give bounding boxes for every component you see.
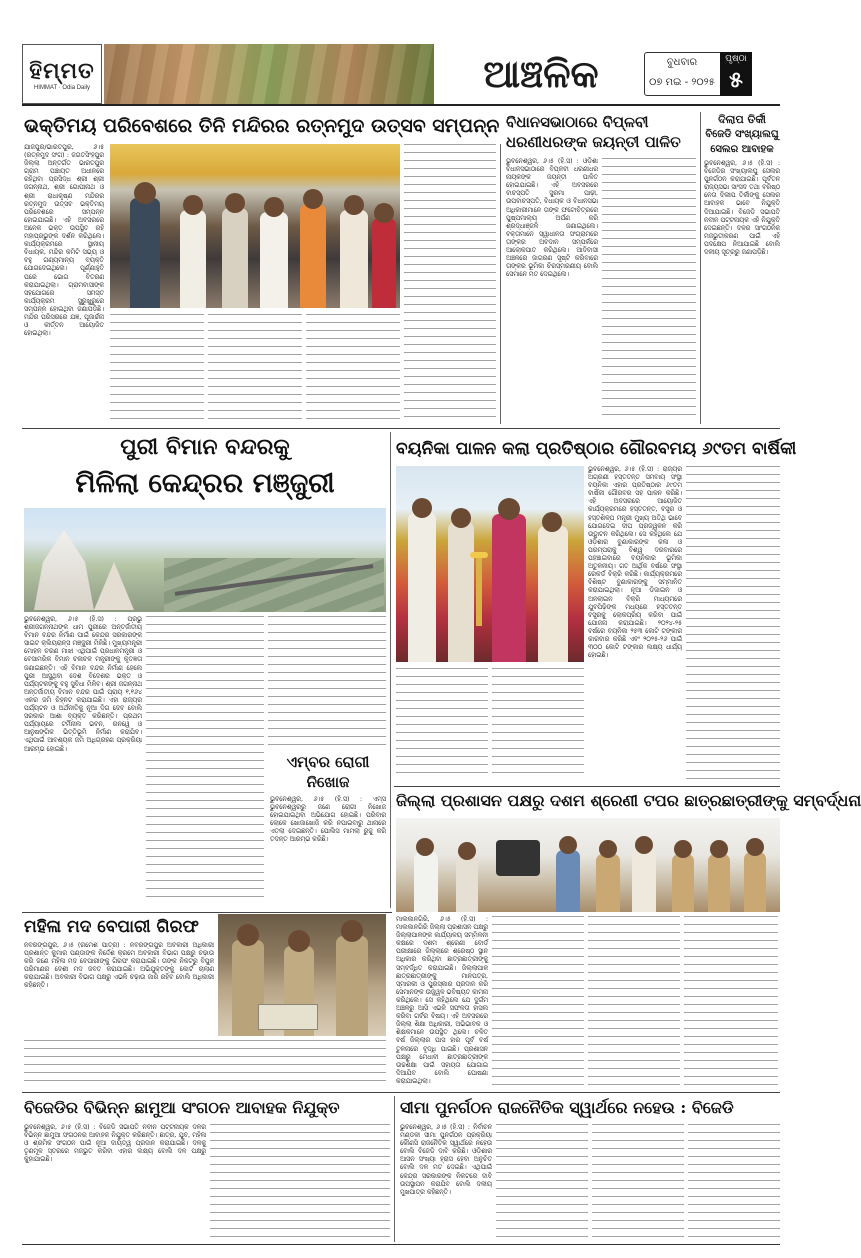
temple-event-photo xyxy=(110,144,400,308)
headline-liquor[interactable]: ମହିଳା ମଦ ବେପାରୀ ଗିରଫ xyxy=(24,917,199,937)
footer-rule xyxy=(22,1244,780,1245)
headline-bjd-line3[interactable]: ସେଲର ଆବାହକ xyxy=(710,144,774,155)
article-body-vayanika: ଭୁବନେଶ୍ୱର, ୬।୫ (ହି.ସ) : ରାଜ୍ୟର ଅଗ୍ରଣୀ ହସ୍ତତନ୍ତ ସମବାୟ ସଂସ୍ଥା ବୟନିକା ଏହାର ପ୍ରତିଷ୍ଠାର ୬୯ତମ ବାର୍ଷିକୀ ଗୌରବର ସହ ପାଳନ କରିଛି। ଏହି ଅବସରରେ ଆୟୋଜିତ କାର୍ଯ୍ୟକ୍ରମରେ ହସ୍ତତନ୍ତ, ବସ୍ତ୍ର ଓ ହସ୍ତଶିଳ୍ପ ମନ୍ତ୍ରୀ ମୁଖ୍ୟ ଅତିଥି ଭାବେ ଯୋଗଦେଇ ଦୀପ ପ୍ରଜ୍ୱଳନ କରି ଉଦ୍ଘାଟନ କରିଥିଲେ। ସେ କହିଥିଲେ ଯେ ଓଡ଼ିଶାର ବୁଣାକାରଙ୍କ କଳା ଓ ପରମ୍ପରାକୁ ବିଶ୍ୱ ଦରବାରରେ ପହଞ୍ଚାଇବାରେ ବୟନିକାର ଭୂମିକା ଅତୁଳନୀୟ। ଗତ ଆର୍ଥିକ ବର୍ଷରେ ସଂସ୍ଥା ରେକର୍ଡ ବିକ୍ରି କରିଛି। କାର୍ଯ୍ୟକ୍ରମରେ ବିଶିଷ୍ଟ ବୁଣାକାରଙ୍କୁ ସମ୍ମାନିତ କରାଯାଇଥିଲା। ନୂଆ ଡିଜାଇନ ଓ ଅନଲାଇନ ବିକ୍ରି ମାଧ୍ୟମରେ ଯୁବପିଢ଼ିଙ୍କ ମଧ୍ୟରେ ହସ୍ତତନ୍ତ ବସ୍ତ୍ରକୁ ଲୋକପ୍ରିୟ କରିବା ପାଇଁ ଯୋଜନା କରାଯାଇଛି। ୨୦୨୪-୨୫ ବର୍ଷରେ ବୟନିକା ୨୫୩ କୋଟି ଟଙ୍କାର କାରବାର କରିଛି ଏବଂ ୨୦୨୫-୨୬ ପାଇଁ ୩୦୦ କୋଟି ଟଙ୍କାର ଲକ୍ଷ୍ୟ ଧାର୍ଯ୍ୟ ହୋଇଛି। xyxy=(588,466,682,660)
headline-bjd-line1[interactable]: ଦିଲାପ ତିର୍କୀ xyxy=(718,113,766,126)
headline-assembly-line2[interactable]: ଧରଣୀଧରଙ୍କ ଜୟନ୍ତୀ ପାଳିତ xyxy=(506,133,681,151)
article-body-liquor: ନବରଙ୍ଗପୁର, ୬।୫ (ରମେଶ ପାତ୍ର) : ନବରଙ୍ଗପୁର ଅବକାରୀ ଅଧିକାରୀ ପ୍ରଶାନ୍ତ କୁମାର ପଣ୍ଡାଙ୍କ ନିର୍ଦ୍ଦେଶ କ୍ରମେ ଅବକାରୀ ବିଭାଗ ପକ୍ଷରୁ ଚଢ଼ାଉ କରି ଜଣେ ମହିଳା ମଦ ବେପାରୀଙ୍କୁ ଗିରଫ କରାଯାଇଛି। ତାଙ୍କ ନିକଟରୁ ବିପୁଳ ପରିମାଣର ଦେଶୀ ମଦ ଜବତ କରାଯାଇଛି। ଅଭିଯୁକ୍ତଙ୍କୁ କୋର୍ଟ ଚାଲାଣ କରାଯାଇଛି। ଅବକାରୀ ବିଭାଗ ପକ୍ଷରୁ ଏଭଳି ଚଢ଼ାଉ ଜାରି ରହିବ ବୋଲି ଅଧିକାରୀ କହିଛନ୍ତି। xyxy=(24,942,214,990)
text-lines-students-col2 xyxy=(492,916,584,1086)
article-body-ambar: ଭୁବନେଶ୍ୱର, ୬।୫ (ହି.ସ) : ଏମ୍ସ ଭୁବନେଶ୍ୱରରୁ ଜଣେ ରୋଗୀ ନିଖୋଜ ହୋଇଯାଇଥିବା ଅଭିଯୋଗ ହୋଇଛି। ପରିବାର ଲୋକେ ଖୋଜାଖୋଜି କରି ନପାଇବାରୁ ଥାନାରେ ଏତଲା ଦେଇଛନ୍ତି। ପୋଲିସ ମାମଲା ରୁଜୁ କରି ତଦନ୍ତ ଆରମ୍ଭ କରିଛି। xyxy=(270,796,386,844)
text-lines-liquor-bottom xyxy=(24,1040,386,1086)
article-body-temple: ଯାଜପୁର/ଭାରତପୁର, ୬।୫ (ରତ୍ନମୁଦ ସଂଗ) : ଜଗତସିଂହପୁର ଜିଲ୍ଲା ଅନ୍ତର୍ଗତ ଭାରତପୁର ଗ୍ରାମ ପଞ୍ଚାୟତ ଅଧୀନରେ ରହିଥିବା ପ୍ରସିଦ୍ଧ ଶ୍ରୀ ଶ୍ରୀ ଜଗନ୍ନାଥ, ଶ୍ରୀ ଗୋପୀନାଥ ଓ ଶ୍ରୀ ରାଧାକୃଷ୍ଣ ମନ୍ଦିରର ରତ୍ନମୁଦ ଉତ୍ସବ ଭକ୍ତିମୟ ପରିବେଶରେ ସମ୍ପନ୍ନ ହୋଇଯାଇଛି। ଏହି ଅବସରରେ ଅନେକ ଭକ୍ତ ଉପସ୍ଥିତ ରହି ମହାପ୍ରଭୁଙ୍କ ଦର୍ଶନ କରିଥିଲେ। କାର୍ଯ୍ୟକ୍ରମରେ ସ୍ଥାନୀୟ ବିଧାୟକ, ମନ୍ଦିର କମିଟି ସଭ୍ୟ ଓ ବହୁ ଗଣ୍ୟମାନ୍ୟ ବ୍ୟକ୍ତି ଯୋଗଦେଇଥିଲେ। ପୂର୍ଣ୍ଣାହୁତି ପରେ ଭୋଗ ବିତରଣ କରାଯାଇଥିଲା। ଗ୍ରାମବାସୀଙ୍କ ସହଯୋଗରେ ସମସ୍ତ କାର୍ଯ୍ୟକ୍ରମ ସୁରୁଖୁରୁରେ ସମ୍ପନ୍ନ ହୋଇଥିବା ଜଣାପଡ଼ିଛି। ମନ୍ଦିର ପରିସରରେ ଯଜ୍ଞ, ପୂଜାର୍ଚ୍ଚନା ଓ କୀର୍ତ୍ତନ ଆୟୋଜିତ ହୋଇଥିଲା। xyxy=(24,144,104,338)
text-lines-delimitation-col3 xyxy=(592,1124,684,1238)
lamp-lighting-photo xyxy=(396,466,584,662)
text-lines-vayanika-col1b xyxy=(396,668,488,780)
headline-ambar-line2[interactable]: ନିଖୋଜ xyxy=(306,773,350,791)
text-lines-vayanika-col3 xyxy=(686,466,780,782)
headline-students[interactable]: ଜିଲ୍ଲା ପ୍ରଶାସନ ପକ୍ଷରୁ ଦଶମ ଶ୍ରେଣୀ ଟପର ଛାତ୍ରଛାତ୍ରୀଙ୍କୁ ସମ୍ବର୍ଦ୍ଧନା xyxy=(396,791,861,810)
text-lines-assembly-col2 xyxy=(602,158,696,422)
police-arrest-photo xyxy=(218,914,386,1036)
day-label: ବୁଧବାର xyxy=(666,57,698,68)
article-body-delimitation: ଭୁବନେଶ୍ୱର, ୬।୫ (ହି.ସ) : ନିର୍ବାଚନ ମଣ୍ଡଳୀ ସୀମା ପୁନର୍ଗଠନ ପ୍ରକ୍ରିୟା କୌଣସି ରାଜନୈତିକ ସ୍ୱାର୍ଥରେ ନହେଉ ବୋଲି ବିଜେଡି ଦାବି କରିଛି। ଓଡ଼ିଶାର ଆସନ ସଂଖ୍ୟା ହ୍ରାସ ହେବା ଅନୁଚିତ ବୋଲି ଦଳ ମତ ଦେଇଛି। ଏଥିପାଇଁ କେନ୍ଦ୍ର ସରକାରଙ୍କ ନିକଟରେ ଦାବି ଉପସ୍ଥାପନ କରାଯିବ ବୋଲି ଦଳୀୟ ମୁଖପାତ୍ର କହିଛନ୍ତି। xyxy=(400,1124,492,1196)
headline-airport-line1[interactable]: ପୁରୀ ବିମାନ ବନ୍ଦରକୁ xyxy=(120,434,290,460)
headline-airport-line2[interactable]: ମିଳିଲା କେନ୍ଦ୍ରର ମଞ୍ଜୁରୀ xyxy=(75,468,335,499)
text-lines-delimitation-col2 xyxy=(496,1124,588,1238)
headline-bjd-cell[interactable]: ବିଜେଡିର ବିଭିନ୍ନ ଛାମୁଆ ସଂଗଠନ ଆବାହକ ନିଯୁକ୍ତ xyxy=(24,1098,340,1117)
text-lines-temple-col2 xyxy=(110,314,204,422)
page-label: ପୃଷ୍ଠା xyxy=(725,54,747,64)
headline-vayanika[interactable]: ବୟନିକା ପାଳନ କଲା ପ୍ରତିଷ୍ଠାର ଗୌରବମୟ ୬୯ତମ ବାର୍ଷିକୀ xyxy=(396,439,797,459)
headline-ambar-line1[interactable]: ଏମ୍ବର ରୋଗୀ xyxy=(286,753,370,771)
logo-subtitle: HIMMAT · Odia Daily xyxy=(33,84,91,91)
date-label: ୦୭ ମଇ - ୨୦୨୫ xyxy=(649,77,715,88)
text-lines-temple-col5 xyxy=(404,144,496,422)
page-number-box xyxy=(720,52,752,96)
article-body-students: ମାଲକାନଗିରି, ୬।୫ (ହି.ସ) : ମାଲକାନଗିରି ଜିଲ୍ଲା ପ୍ରଶାସନ ପକ୍ଷରୁ ଜିଲ୍ଲାପାଳଙ୍କ କାର୍ଯ୍ୟାଳୟ ସମ୍ମିଳନୀ କକ୍ଷରେ ଦଶମ ଶ୍ରେଣୀ ବୋର୍ଡ ପରୀକ୍ଷାରେ ଜିଲ୍ଲାରେ ଶ୍ରେଷ୍ଠ ସ୍ଥାନ ଅଧିକାର କରିଥିବା ଛାତ୍ରଛାତ୍ରୀଙ୍କୁ ସମ୍ବର୍ଦ୍ଧିତ କରାଯାଇଛି। ଜିଲ୍ଲାପାଳ ଛାତ୍ରଛାତ୍ରୀଙ୍କୁ ମାନପତ୍ର, ସ୍ମାରକୀ ଓ ପୁରସ୍କାର ପ୍ରଦାନ କରି ସେମାନଙ୍କ ଉଜ୍ଜ୍ୱଳ ଭବିଷ୍ୟତ କାମନା କରିଥିଲେ। ସେ କହିଥିଲେ ଯେ ଦୁର୍ଗମ ଅଞ୍ଚଳରୁ ଆସି ଏଭଳି ସଫଳତା ହାସଲ କରିବା ଗର୍ବର ବିଷୟ। ଏହି ଅବସରରେ ଜିଲ୍ଲା ଶିକ୍ଷା ଅଧିକାରୀ, ଅଭିଭାବକ ଓ ଶିକ୍ଷକମାନେ ଉପସ୍ଥିତ ଥିଲେ। ଚଳିତ ବର୍ଷ ଜିଲ୍ଲାର ପାସ ହାର ପୂର୍ବ ବର୍ଷ ତୁଳନାରେ ବୃଦ୍ଧି ପାଇଛି। ପ୍ରଶାସନ ପକ୍ଷରୁ ମେଧାବୀ ଛାତ୍ରଛାତ୍ରୀଙ୍କ ଉଚ୍ଚଶିକ୍ଷା ପାଇଁ ସହାୟତା ଯୋଗାଇ ଦିଆଯିବ ବୋଲି ଘୋଷଣା କରାଯାଇଥିଲା। xyxy=(396,916,488,1085)
text-lines-delimitation-col4 xyxy=(688,1124,780,1238)
article-body-assembly: ଭୁବନେଶ୍ୱର, ୬।୫ (ହି.ସ) : ଓଡ଼ିଶା ବିଧାନସଭାଠାରେ ବିପ୍ଳବୀ ଧରଣୀଧର ନାୟକଙ୍କ ଜୟନ୍ତୀ ପାଳିତ ହୋଇଯାଇଛି। ଏହି ଅବସରରେ ବାଚସ୍ପତି ସୁରମା ପାଢ଼ୀ, ଉପବାଚସ୍ପତି, ବିଧାୟକ ଓ ବିଧାନସଭା ଅଧିକାରୀମାନେ ତାଙ୍କ ଫଟୋଚିତ୍ରରେ ପୁଷ୍ପମାଲ୍ୟ ଅର୍ପଣ କରି ଶ୍ରଦ୍ଧାଞ୍ଜଳି ଜଣାଇଥିଲେ। ବକ୍ତାମାନେ ସ୍ୱାଧୀନତା ସଂଗ୍ରାମରେ ତାଙ୍କର ଅବଦାନ ସମ୍ପର୍କରେ ଆଲୋକପାତ କରିଥିଲେ। ଆଦିବାସୀ ଅଞ୍ଚଳରେ ଜାଗରଣ ସୃଷ୍ଟି କରିବାରେ ତାଙ୍କର ଭୂମିକା ଚିରସ୍ମରଣୀୟ ବୋଲି ସେମାନେ ମତ ଦେଇଥିଲେ। xyxy=(506,158,598,279)
village-banner-image xyxy=(104,44,434,104)
text-lines-temple-col3 xyxy=(208,314,302,422)
text-lines-airport-col2 xyxy=(146,616,264,902)
newspaper-logo[interactable] xyxy=(22,44,102,104)
text-lines-temple-col4 xyxy=(306,314,400,422)
headline-temple[interactable]: ଭକ୍ତିମୟ ପରିବେଶରେ ତିନି ମନ୍ଦିରର ରତ୍ନମୁଦ ଉତ୍ସବ ସମ୍ପନ୍ନ xyxy=(24,115,500,137)
text-lines-students-col3 xyxy=(588,916,680,1086)
logo-text: ହିମ୍ମତ xyxy=(29,57,95,84)
article-body-airport: ଭୁବନେଶ୍ୱର, ୬।୫ (ହି.ସ) : ପ୍ରଭୁ ଶ୍ରୀଜଗନ୍ନାଥଙ୍କ ଧାମ ପୁରୀରେ ଅନ୍ତର୍ଜାତୀୟ ବିମାନ ବନ୍ଦର ନିର୍ମାଣ ପାଇଁ କେନ୍ଦ୍ର ସରକାରଙ୍କ ସାଇଟ କ୍ଲିୟରାନ୍ସ ମଞ୍ଜୁରୀ ମିଳିଛି। ମୁଖ୍ୟମନ୍ତ୍ରୀ ମୋହନ ଚରଣ ମାଝୀ ଏଥିପାଇଁ ପ୍ରଧାନମନ୍ତ୍ରୀ ଓ ବେସାମରିକ ବିମାନ ଚଳାଚଳ ମନ୍ତ୍ରୀଙ୍କୁ କୃତଜ୍ଞତା ଜଣାଇଛନ୍ତି। ଏହି ବିମାନ ବନ୍ଦର ନିର୍ମାଣ ହେଲେ ପୁରୀ ଆସୁଥିବା ଦେଶ ବିଦେଶର ଭକ୍ତ ଓ ପର୍ଯ୍ୟଟକଙ୍କୁ ବହୁ ସୁବିଧା ମିଳିବ। ଶ୍ରୀ ଜଗନ୍ନାଥ ଅନ୍ତର୍ଜାତୀୟ ବିମାନ ବନ୍ଦର ପାଇଁ ପ୍ରାୟ ୧,୧୬୪ ଏକର ଜମି ଚିହ୍ନଟ କରାଯାଇଛି। ଏହା ରାଜ୍ୟର ପର୍ଯ୍ୟଟନ ଓ ଅର୍ଥନୀତିକୁ ନୂଆ ଦିଗ ଦେବ ବୋଲି ସରକାର ଆଶା ବ୍ୟକ୍ତ କରିଛନ୍ତି। ପ୍ରଥମ ପର୍ଯ୍ୟାୟରେ ଟର୍ମିନାଲ ଭବନ, ରନୱେ ଓ ଆନୁଷଙ୍ଗିକ ଭିତ୍ତିଭୂମି ନିର୍ମାଣ କରାଯିବ। ଏଥିପାଇଁ ଆବଶ୍ୟକ ଜମି ଅଧିଗ୍ରହଣ ପ୍ରକ୍ରିୟା ଆରମ୍ଭ ହୋଇଛି। xyxy=(24,616,142,753)
airport-temple-photo xyxy=(24,508,386,612)
headline-assembly-line1[interactable]: ବିଧାନସଭାଠାରେ ବିପ୍ଳବୀ xyxy=(506,113,649,131)
page-number: ୫ xyxy=(729,68,743,93)
article-body-bjd-sidebar: ଭୁବନେଶ୍ୱର, ୬।୫ (ହି.ସ) : ବିଜେଡିର ସଂଖ୍ୟାଲଘୁ ସେଲର ପୁନର୍ଗଠନ କରାଯାଇଛି। ପୂର୍ବତନ ରାଜ୍ୟସଭା ସାଂସଦ ତଥା ବରିଷ୍ଠ ନେତା ଦିଲୀପ ତିର୍କୀଙ୍କୁ ସେଲର ଆବାହକ ଭାବେ ନିଯୁକ୍ତି ଦିଆଯାଇଛି। ବିଜେଡି ସଭାପତି ନବୀନ ପଟ୍ଟନାୟକ ଏହି ନିଯୁକ୍ତି ଦେଇଛନ୍ତି। ଦଳର ସାଂଗଠନିକ ମଜଭୁତୀକରଣ ପାଇଁ ଏହି ପଦକ୍ଷେପ ନିଆଯାଇଛି ବୋଲି ଦଳୀୟ ସୂତ୍ରରୁ ଜଣାପଡ଼ିଛି। xyxy=(704,160,780,257)
headline-delimitation[interactable]: ସୀମା ପୁନର୍ଗଠନ ରାଜନୈତିକ ସ୍ୱାର୍ଥରେ ନହେଉ : ବିଜେଡି xyxy=(400,1098,734,1117)
students-felicitation-photo xyxy=(396,818,780,912)
headline-bjd-line2[interactable]: ବିଜେଡି ସଂଖ୍ୟାଲଘୁ xyxy=(705,129,779,140)
section-title: ଆଞ୍ଚଳିକ xyxy=(483,51,599,96)
text-lines-bjd-cell-col2 xyxy=(210,1124,390,1238)
article-body-bjd-cell: ଭୁବନେଶ୍ୱର, ୬।୫ (ହି.ସ) : ବିଜେଡି ସଭାପତି ନବୀନ ପଟ୍ଟନାୟକ ଦଳର ବିଭିନ୍ନ ଛାମୁଆ ସଂଗଠନର ଆବାହକ ନିଯୁକ୍ତ କରିଛନ୍ତି। ଛାତ୍ର, ଯୁବ, ମହିଳା ଓ ଶ୍ରମିକ ସଂଗଠନ ପାଇଁ ନୂଆ ଦାୟିତ୍ୱ ପ୍ରଦାନ କରାଯାଇଛି। ଦଳକୁ ତୃଣମୂଳ ସ୍ତରରେ ମଜଭୁତ କରିବା ଏହାର ଲକ୍ଷ୍ୟ ବୋଲି ଦଳ ପକ୍ଷରୁ କୁହାଯାଇଛି। xyxy=(24,1124,206,1164)
text-lines-students-col4 xyxy=(684,916,778,1086)
masthead xyxy=(22,44,780,106)
text-lines-airport-col3 xyxy=(268,616,386,746)
text-lines-vayanika-col2b xyxy=(492,668,584,780)
